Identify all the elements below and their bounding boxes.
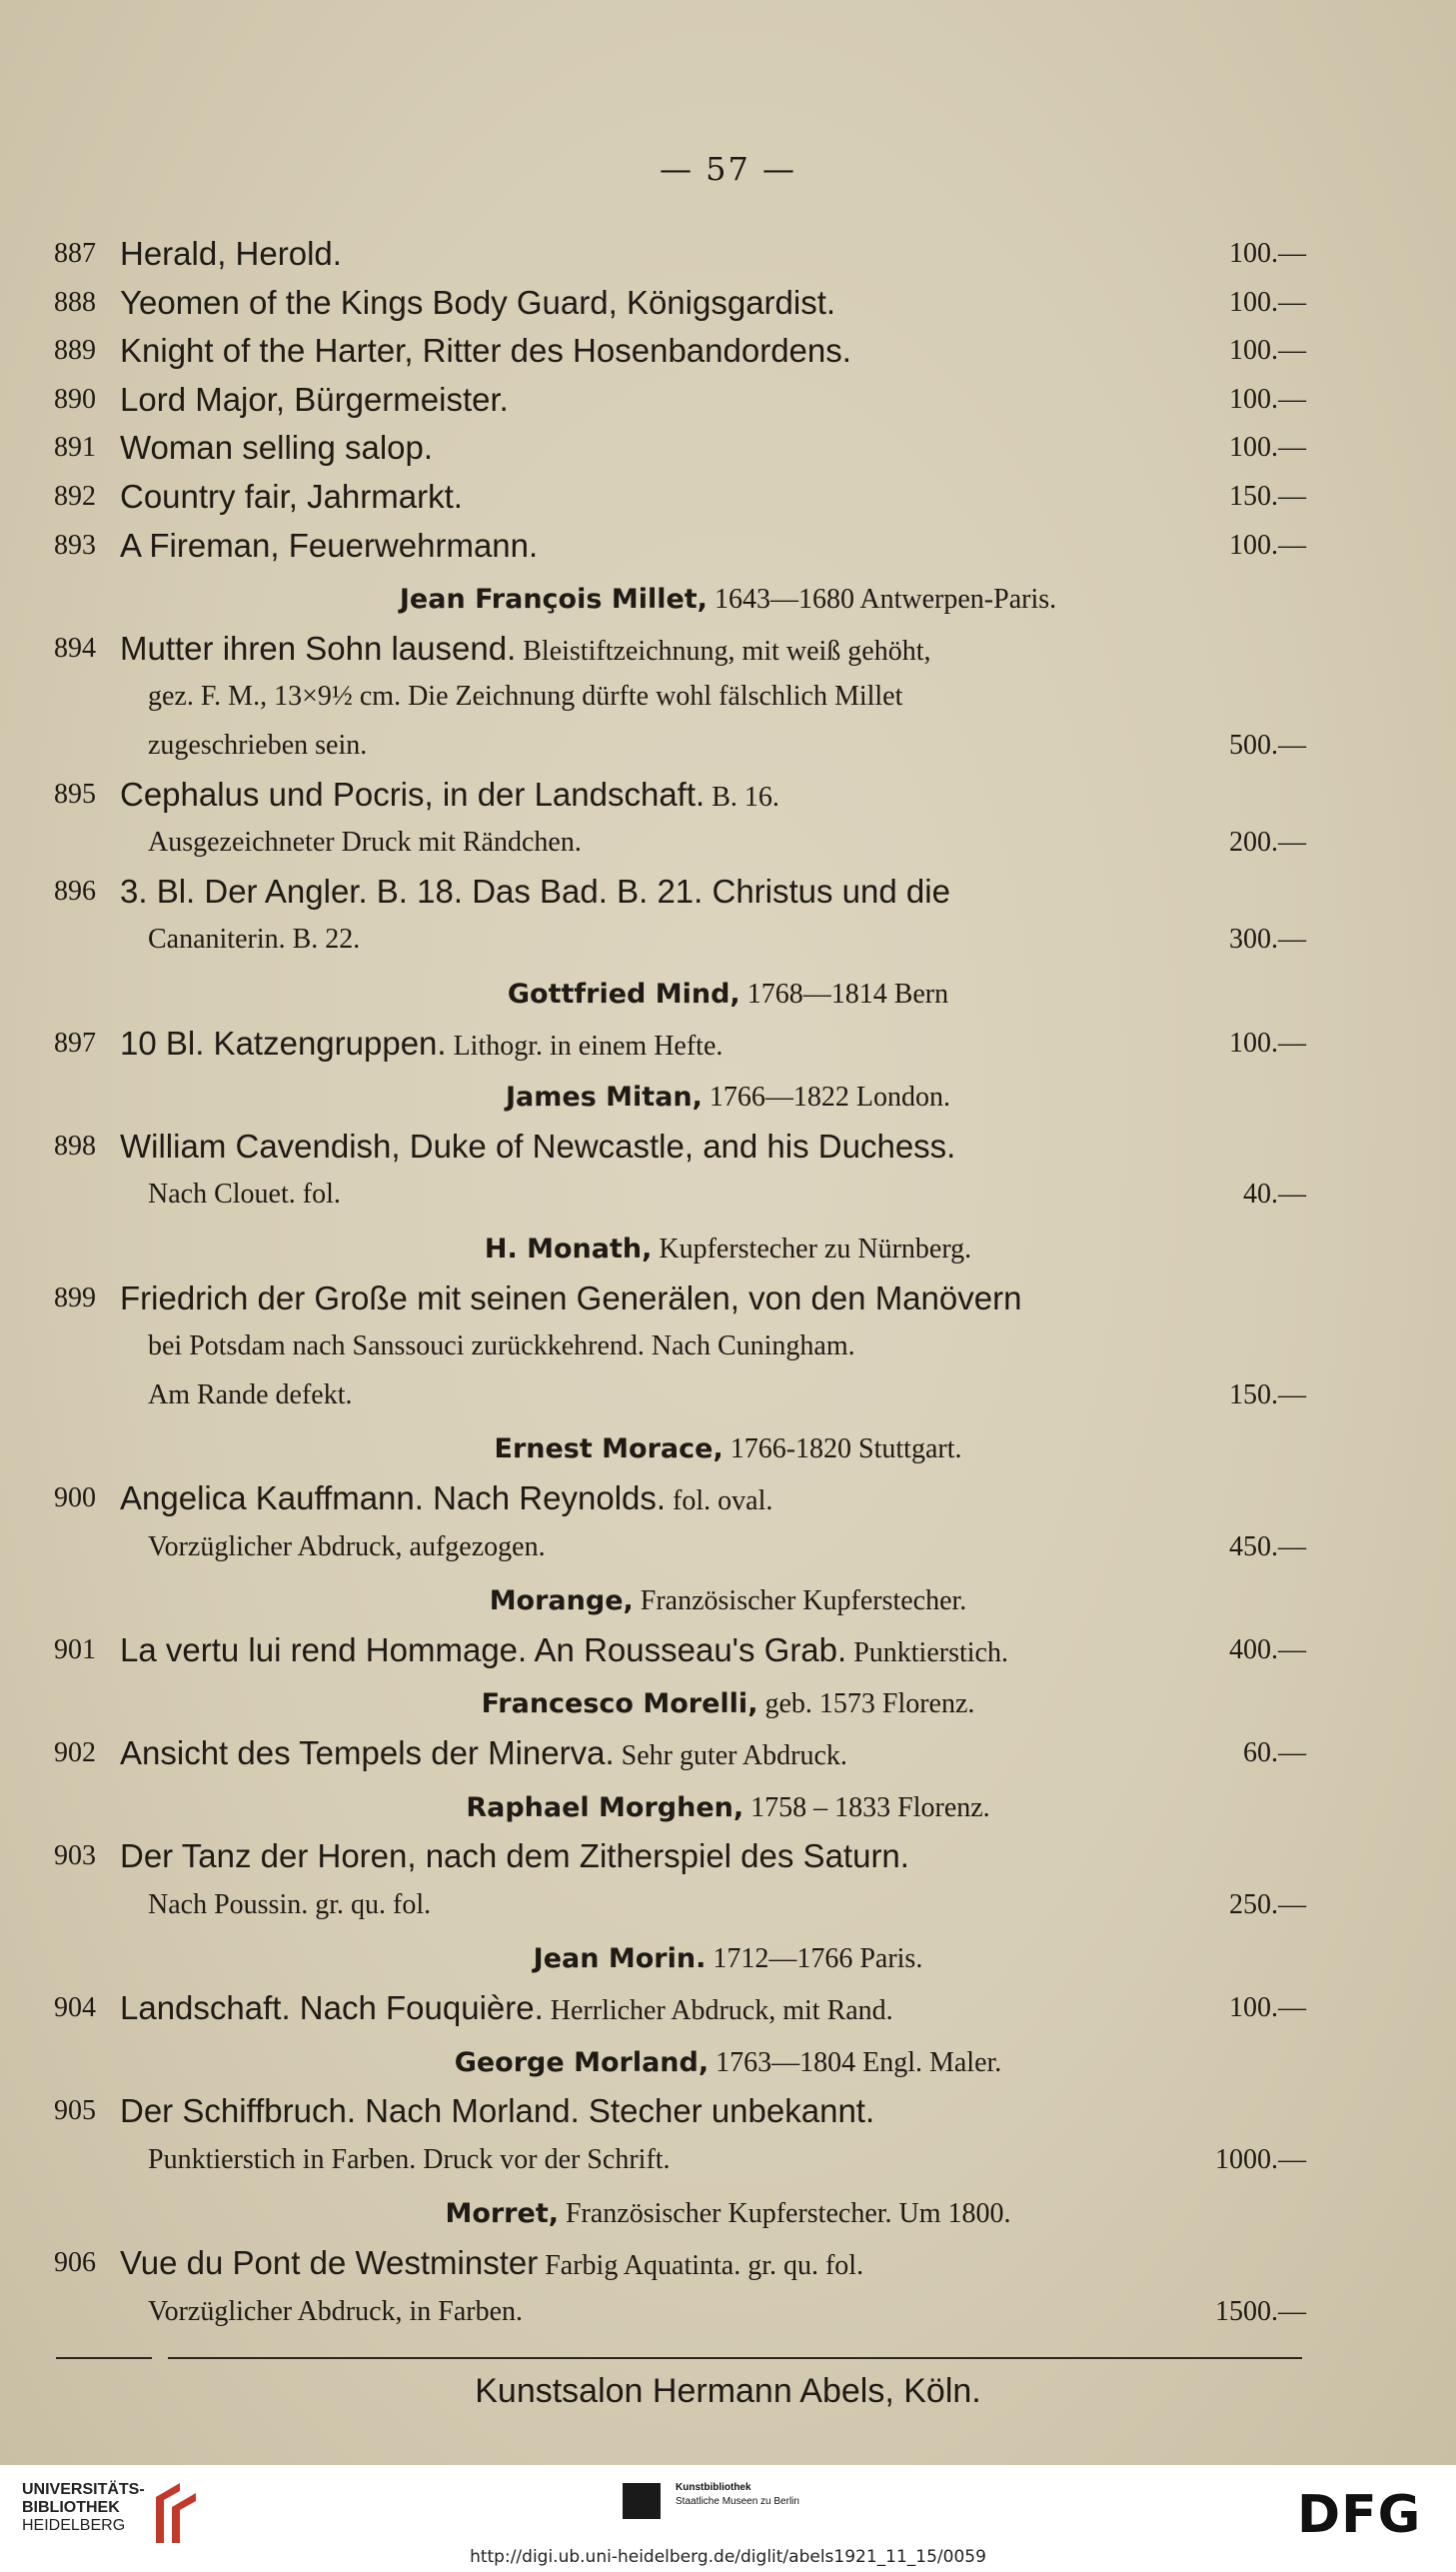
lot-title: [120, 771, 779, 822]
artist-info: Kupferstecher zu Nürnberg.: [659, 1234, 972, 1265]
entry-continuation: [0, 819, 1456, 867]
artist-name: Francesco Morelli,: [481, 1688, 758, 1719]
artist-name: Morange,: [489, 1585, 634, 1616]
lot-price: 60.—: [1243, 1737, 1306, 1768]
lot-title-note: Lithogr. in einem Hefte.: [446, 1031, 724, 1062]
lot-title-text: 3. Bl. Der Angler. B. 18. Das Bad. B. 21. Christus und die: [120, 873, 950, 910]
permalink-url[interactable]: http://digi.ub.uni-heidelberg.de/diglit/abels1921_11_15/0059: [470, 2547, 986, 2567]
lot-title-text: Vue du Pont de Westminster: [120, 2244, 539, 2281]
lot-title: [120, 2239, 863, 2290]
entry-continuation: [0, 1881, 1456, 1929]
lot-title: [120, 1123, 955, 1174]
lot-price: 250.—: [1229, 1889, 1306, 1920]
uni-line1: UNIVERSITÄTS-: [22, 2481, 145, 2498]
artist-name: Jean François Millet,: [399, 584, 708, 615]
lot-title-note: Farbig Aquatinta. gr. qu. fol.: [538, 2250, 864, 2281]
lot-number: 891: [54, 432, 96, 463]
lot-number: 895: [54, 779, 96, 810]
uni-line3: HEIDELBERG: [22, 2517, 126, 2534]
lot-number: 889: [54, 335, 96, 366]
entry-row: [0, 473, 1456, 521]
lot-title-note: fol. oval.: [666, 1485, 773, 1516]
lot-number: 899: [54, 1283, 96, 1313]
entry-row: [0, 1626, 1456, 1674]
artist-name: H. Monath,: [484, 1234, 653, 1265]
lot-title: A Fireman, Feuerwehrmann.: [120, 527, 539, 564]
artist-heading: [0, 1226, 1456, 1274]
lot-price: 150.—: [1229, 1379, 1306, 1410]
entry-row: [0, 1729, 1456, 1777]
artist-name: Gottfried Mind,: [507, 979, 740, 1010]
artist-info: geb. 1573 Florenz.: [764, 1688, 975, 1719]
lot-description: bei Potsdam nach Sanssouci zurückkehrend. Nach Cuningham.: [148, 1330, 855, 1361]
lot-description: zugeschrieben sein.: [148, 730, 368, 761]
entry-continuation: [0, 916, 1456, 964]
entry-continuation: [0, 1371, 1456, 1419]
lot-price: 1500.—: [1215, 2296, 1306, 2327]
artist-info: Französischer Kupferstecher. Um 1800.: [565, 2198, 1011, 2229]
lot-title-text: Angelica Kauffmann. Nach Reynolds.: [120, 1479, 667, 1516]
lot-price: 100.—: [1229, 335, 1306, 366]
entry-row: [0, 2239, 1456, 2287]
lot-price: 150.—: [1229, 481, 1306, 512]
entry-row: [0, 868, 1456, 916]
lot-number: 893: [54, 530, 96, 561]
artist-heading: [0, 2190, 1456, 2238]
lot-description: Nach Poussin. gr. qu. fol.: [148, 1889, 432, 1920]
entry-row: [0, 1123, 1456, 1171]
entry-row: [0, 376, 1456, 424]
entry-row: [0, 522, 1456, 570]
lot-title: [120, 868, 950, 919]
lot-title: Yeomen of the Kings Body Guard, Königsgardist.: [120, 284, 836, 321]
lot-title-text: William Cavendish, Duke of Newcastle, and his Duchess.: [120, 1128, 956, 1165]
artist-heading: [0, 1577, 1456, 1625]
lot-number: 894: [54, 633, 96, 664]
lot-number: 905: [54, 2095, 96, 2126]
lot-number: 901: [54, 1634, 96, 1665]
lot-price: 100.—: [1229, 287, 1306, 318]
lot-description: Nach Clouet. fol.: [148, 1179, 341, 1210]
artist-info: 1763—1804 Engl. Maler.: [716, 2047, 1002, 2078]
lot-number: 892: [54, 481, 96, 512]
lot-price: 500.—: [1229, 730, 1306, 761]
lot-title-text: Cephalus und Pocris, in der Landschaft.: [120, 776, 706, 813]
entry-row: [0, 1020, 1456, 1068]
entry-row: [0, 1832, 1456, 1880]
heidelberg-emblem-icon: [150, 2477, 202, 2547]
artist-name: Jean Morin.: [533, 1943, 707, 1974]
artist-info: 1766—1822 London.: [709, 1082, 951, 1113]
artist-heading: [0, 971, 1456, 1019]
lot-description: gez. F. M., 13×9½ cm. Die Zeichnung dürfte wohl fälschlich Millet: [148, 681, 903, 712]
lot-title-text: Friedrich der Große mit seinen Generälen, von den Manövern: [120, 1280, 1022, 1316]
artist-heading: [0, 1425, 1456, 1473]
lot-title: [120, 2087, 874, 2138]
lot-title: Knight of the Harter, Ritter des Hosenbandordens.: [120, 332, 851, 369]
lot-title: [120, 625, 931, 676]
lot-title-note: Bleistiftzeichnung, mit weiß gehöht,: [516, 636, 931, 667]
lot-title-text: Der Tanz der Horen, nach dem Zitherspiel des Saturn.: [120, 1837, 909, 1874]
lot-number: 890: [54, 384, 96, 415]
artist-info: 1768—1814 Bern: [746, 979, 949, 1010]
lot-price: 100.—: [1229, 238, 1306, 269]
footer-rule-short: [56, 2357, 152, 2359]
lot-number: 904: [54, 1992, 96, 2023]
dfg-logo[interactable]: DFG: [1297, 2485, 1422, 2545]
lot-title-text: La vertu lui rend Hommage. An Rousseau's Grab.: [120, 1631, 847, 1668]
entry-continuation: [0, 2136, 1456, 2184]
lot-title-note: Punktierstich.: [846, 1637, 1008, 1668]
artist-heading: [0, 1680, 1456, 1728]
lot-title-text: Ansicht des Tempels der Minerva.: [120, 1734, 615, 1771]
lot-number: 902: [54, 1737, 96, 1768]
lot-number: 888: [54, 287, 96, 318]
artist-heading: [0, 576, 1456, 624]
lot-title: Country fair, Jahrmarkt.: [120, 478, 463, 515]
entry-continuation: [0, 722, 1456, 770]
lot-title-text: Landschaft. Nach Fouquière.: [120, 1989, 544, 2026]
entry-row: [0, 279, 1456, 327]
kunstbibliothek-label[interactable]: [676, 2481, 799, 2509]
lot-number: 900: [54, 1482, 96, 1513]
artist-info: 1643—1680 Antwerpen-Paris.: [714, 584, 1057, 615]
page-number: — 57 —: [659, 150, 797, 188]
entry-row: [0, 771, 1456, 819]
lot-title: Herald, Herold.: [120, 235, 342, 272]
lot-price: 40.—: [1243, 1179, 1306, 1210]
lot-price: 400.—: [1229, 1634, 1306, 1665]
lot-title-note: Sehr guter Abdruck.: [614, 1740, 847, 1771]
lot-price: 100.—: [1229, 530, 1306, 561]
kb-line1: Kunstbibliothek: [676, 2482, 751, 2493]
artist-heading: [0, 1935, 1456, 1983]
kb-line2: Staatliche Museen zu Berlin: [676, 2496, 799, 2507]
entry-row: [0, 625, 1456, 673]
lot-description: Am Rande defekt.: [148, 1379, 353, 1410]
lot-title: [120, 1626, 1008, 1677]
entry-row: [0, 1275, 1456, 1322]
entry-row: [0, 1984, 1456, 2032]
lot-title-text: Der Schiffbruch. Nach Morland. Stecher unbekannt.: [120, 2092, 875, 2129]
entry-row: [0, 2087, 1456, 2135]
artist-name: Raphael Morghen,: [466, 1792, 744, 1823]
lot-price: 300.—: [1229, 924, 1306, 955]
entry-continuation: [0, 2288, 1456, 2336]
entry-row: [0, 424, 1456, 472]
lot-title: Woman selling salop.: [120, 429, 434, 466]
lot-title: [120, 1020, 723, 1071]
artist-heading: [0, 2039, 1456, 2087]
lot-title-note: Herrlicher Abdruck, mit Rand.: [543, 1995, 893, 2026]
artist-info: 1712—1766 Paris.: [713, 1943, 923, 1974]
artist-heading: [0, 1074, 1456, 1122]
lot-number: 906: [54, 2247, 96, 2278]
entry-continuation: [0, 1171, 1456, 1219]
lot-description: Vorzüglicher Abdruck, in Farben.: [148, 2296, 524, 2327]
artist-name: George Morland,: [454, 2047, 710, 2078]
lot-price: 450.—: [1229, 1531, 1306, 1562]
lot-title: [120, 1832, 909, 1883]
lot-price: 1000.—: [1215, 2144, 1306, 2175]
lot-title-text: Mutter ihren Sohn lausend.: [120, 630, 517, 667]
lot-number: 887: [54, 238, 96, 269]
entry-row: [0, 1474, 1456, 1522]
artist-info: 1758 – 1833 Florenz.: [750, 1792, 990, 1823]
lot-description: Punktierstich in Farben. Druck vor der Schrift.: [148, 2144, 671, 2175]
lot-description: Ausgezeichneter Druck mit Rändchen.: [148, 827, 582, 858]
lot-price: 100.—: [1229, 384, 1306, 415]
lot-title: [120, 1729, 847, 1780]
lot-price: 100.—: [1229, 1028, 1306, 1059]
footer-rule-long: [168, 2357, 1302, 2359]
artist-heading: [0, 1784, 1456, 1832]
entry-row: [0, 230, 1456, 278]
artist-info: Französischer Kupferstecher.: [640, 1585, 967, 1616]
lot-description: Vorzüglicher Abdruck, aufgezogen.: [148, 1531, 546, 1562]
artist-name: Ernest Morace,: [494, 1433, 724, 1464]
lot-number: 903: [54, 1840, 96, 1871]
uni-line2: BIBLIOTHEK: [22, 2499, 120, 2516]
lot-title: [120, 1275, 1021, 1325]
lot-price: 100.—: [1229, 432, 1306, 463]
lot-title-note: B. 16.: [705, 782, 779, 813]
lot-number: 898: [54, 1131, 96, 1162]
entry-continuation: [0, 673, 1456, 721]
lot-title: [120, 1984, 893, 2035]
entry-continuation: [0, 1322, 1456, 1370]
heidelberg-library-logo[interactable]: [22, 2481, 145, 2535]
publisher-footer: Kunstsalon Hermann Abels, Köln.: [475, 2372, 981, 2410]
lot-title: Lord Major, Bürgermeister.: [120, 381, 509, 418]
lot-number: 897: [54, 1028, 96, 1059]
lot-price: 200.—: [1229, 827, 1306, 858]
entry-row: [0, 327, 1456, 375]
lot-number: 896: [54, 876, 96, 907]
lot-description: Cananiterin. B. 22.: [148, 924, 361, 955]
kunstbibliothek-logo-icon: [623, 2483, 661, 2519]
lot-title-text: 10 Bl. Katzengruppen.: [120, 1025, 447, 1062]
artist-info: 1766-1820 Stuttgart.: [729, 1433, 962, 1464]
artist-name: Morret,: [445, 2198, 559, 2229]
lot-title: [120, 1474, 772, 1525]
artist-name: James Mitan,: [505, 1082, 703, 1113]
entry-continuation: [0, 1523, 1456, 1571]
lot-price: 100.—: [1229, 1992, 1306, 2023]
